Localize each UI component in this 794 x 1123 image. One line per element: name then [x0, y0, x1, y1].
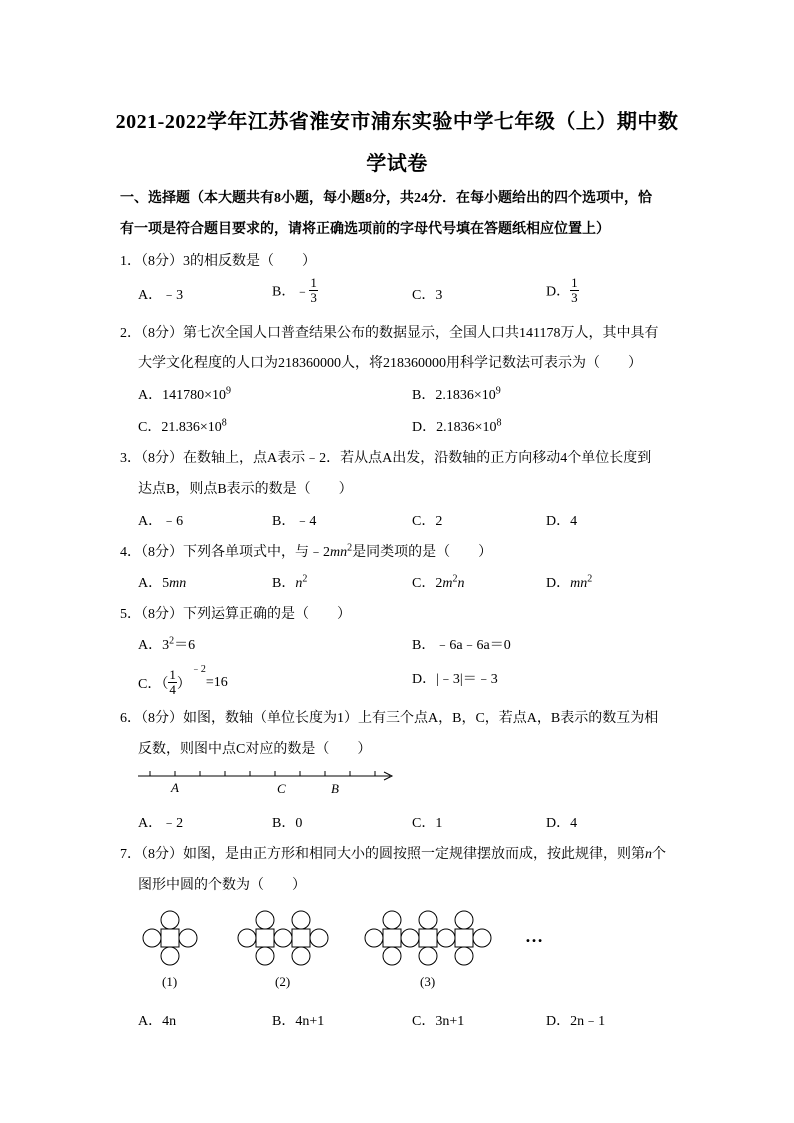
pattern-figure-2 [238, 911, 328, 965]
section-heading-line2: 有一项是符合题目要求的，请将正确选项前的字母代号填在答题纸相应位置上） [120, 222, 610, 237]
q3-option-d: D．4 [546, 514, 578, 529]
q4-option-b: B．$n^2$ [272, 573, 308, 591]
q6-option-d: D．4 [546, 816, 578, 831]
q5-option-d: D．|﹣3|＝﹣3 [412, 672, 498, 687]
q1-option-c: C．3 [412, 288, 443, 303]
q7-stem-line2: 图形中圆的个数为（ ） [138, 878, 306, 893]
number-line-label-a: A [171, 780, 179, 795]
q6-option-c: C．1 [412, 816, 443, 831]
q1-stem: 1．（8分）3的相反数是（ ） [120, 254, 316, 269]
q4-option-a: A．5mn [138, 576, 187, 591]
q5-stem: 5．（8分）下列运算正确的是（ ） [120, 607, 351, 622]
number-line-label-b: B [331, 781, 339, 796]
q5-option-c: C．（ $\frac{1}{4}$ ）$^{﹣2}$=16 [138, 664, 228, 698]
q2-stem-line2: 大学文化程度的人口为218360000人，将218360000用科学记数法可表示为（ ） [138, 356, 642, 371]
pattern-figure [138, 904, 568, 994]
q2-option-d: D．$2.1836\times 10^8$ [412, 417, 502, 435]
pattern-figure-3 [365, 911, 491, 965]
page-title-line2: 学试卷 [366, 153, 428, 175]
q1-option-b: B．﹣ $\frac{1}{3}$ [272, 275, 317, 305]
q6-stem-line1: 6．（8分）如图，数轴（单位长度为1）上有三个点A，B，C，若点A，B表示的数互为相 [120, 711, 659, 726]
q7-option-c: C．3n+1 [412, 1014, 465, 1029]
section-heading-line1: 一、选择题（本大题共有8小题，每小题8分，共24分．在每小题给出的四个选项中，恰 [120, 191, 652, 206]
number-line-ticks [150, 771, 375, 776]
q1-option-a: A．﹣3 [138, 288, 184, 303]
q7-option-b: B．4n+1 [272, 1014, 325, 1029]
q5-option-a: A．$3^2=6$ [138, 635, 196, 653]
q3-option-a: A．﹣6 [138, 514, 184, 529]
q3-stem-line1: 3．（8分）在数轴上，点A表示﹣2．若从点A出发，沿数轴的正方向移动4个单位长度到 [120, 451, 652, 466]
q4-option-c: C．$2m^2n$ [412, 573, 465, 591]
q7-option-d: D．2n﹣1 [546, 1014, 606, 1029]
q1-option-d: D． $\frac{1}{3}$ [546, 275, 578, 305]
q3-stem-line2: 达点B，则点B表示的数是（ ） [138, 482, 353, 497]
q6-option-b: B．0 [272, 816, 303, 831]
q7-stem-line1: 7．（8分）如图，是由正方形和相同大小的圆按照一定规律摆放而成，按此规律，则第n个 [120, 847, 666, 862]
q3-option-b: B．﹣4 [272, 514, 317, 529]
q2-option-b: B．$2.1836\times 10^9$ [412, 385, 501, 403]
q4-option-d: D．$mn^2$ [546, 573, 593, 591]
pattern-figure-1 [143, 911, 197, 965]
q4-stem: 4．（8分）下列各单项式中，与$﹣2mn^2$是同类项的是（ ） [120, 542, 493, 560]
q2-option-a: A．$141780\times 10^9$ [138, 385, 232, 403]
q3-option-c: C．2 [412, 514, 443, 529]
number-line-label-c: C [277, 781, 286, 796]
page-title-line1: 2021-2022学年江苏省淮安市浦东实验中学七年级（上）期中数 [115, 111, 679, 133]
q2-stem-line1: 2．（8分）第七次全国人口普查结果公布的数据显示，全国人口共141178万人，其中具有 [120, 326, 659, 341]
q2-option-c: C．$21.836\times 10^8$ [138, 417, 227, 435]
q7-option-a: A．4n [138, 1014, 177, 1029]
pattern-label-1: (1) [162, 974, 178, 989]
q5-option-b: B．﹣6a﹣6a＝0 [412, 638, 511, 653]
pattern-ellipsis: … [525, 926, 543, 946]
q6-stem-line2: 反数，则图中点C对应的数是（ ） [138, 742, 372, 757]
number-line-figure [138, 762, 398, 798]
pattern-label-3: (3) [420, 974, 436, 989]
q6-option-a: A．﹣2 [138, 816, 184, 831]
pattern-label-2: (2) [275, 974, 291, 989]
